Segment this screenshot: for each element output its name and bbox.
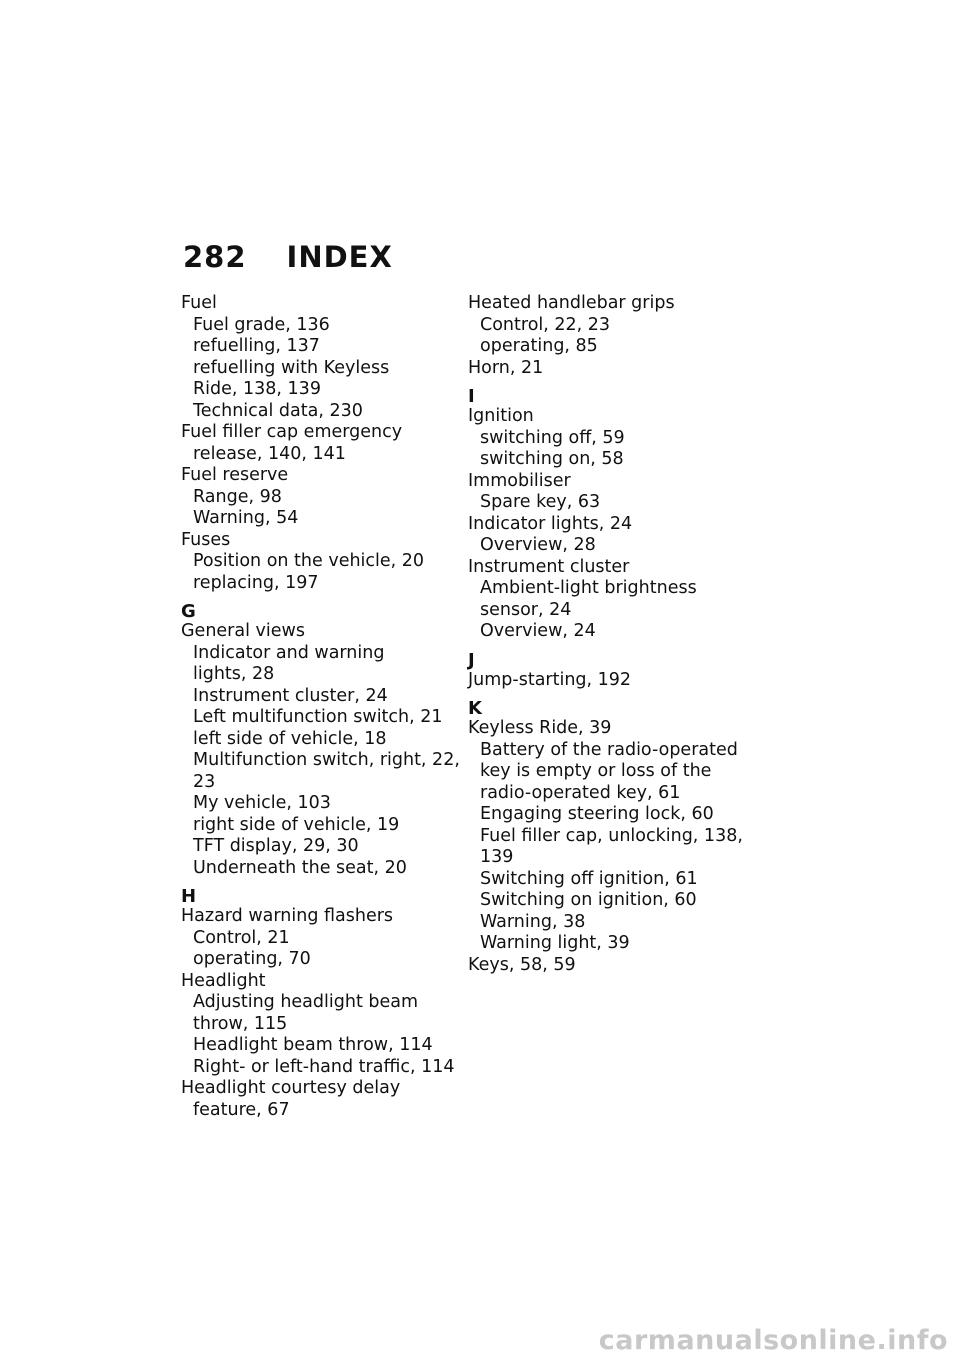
index-subentry: switching off, 59: [480, 427, 625, 448]
index-entry: Fuses: [181, 529, 231, 550]
index-subentry: replacing, 197: [193, 572, 319, 593]
index-entry: Ignition: [468, 406, 534, 426]
section-letter: I: [468, 386, 475, 407]
section-letter: G: [181, 601, 196, 622]
index-entry: Horn, 21: [468, 357, 544, 378]
index-entry: Keyless Ride, 39: [468, 718, 612, 738]
index-subentry: Indicator and warning: [193, 642, 385, 663]
index-subentry: My vehicle, 103: [193, 793, 331, 813]
index-subentry: refuelling with Keyless: [193, 357, 390, 378]
index-subentry: Range, 98: [193, 486, 282, 507]
index-subentry: Adjusting headlight beam: [193, 992, 419, 1012]
section-letter: K: [468, 698, 482, 719]
index-subentry: Engaging steering lock, 60: [480, 804, 714, 824]
index-entry: General views: [181, 621, 305, 641]
index-subentry: Control, 22, 23: [480, 314, 611, 335]
index-subentry: 139: [480, 847, 514, 867]
section-letter: J: [468, 649, 475, 671]
index-subentry: sensor, 24: [480, 599, 572, 620]
index-subentry: refuelling, 137: [193, 336, 320, 356]
index-subentry: feature, 67: [193, 1099, 290, 1120]
index-subentry: Warning, 54: [193, 508, 299, 528]
index-subentry: Warning, 38: [480, 911, 586, 932]
index-entry: Fuel: [181, 293, 217, 313]
page-number: 282: [183, 240, 247, 274]
index-subentry: switching on, 58: [480, 449, 624, 469]
index-subentry: radio-operated key, 61: [480, 782, 681, 803]
index-entry: Immobiliser: [468, 470, 571, 491]
page-header: [183, 240, 393, 274]
index-subentry: Fuel filler cap, unlocking, 138,: [480, 825, 743, 846]
index-subentry: Battery of the radio-operated: [480, 739, 738, 760]
index-column-right: [468, 293, 743, 976]
index-subentry: Technical data, 230: [193, 400, 363, 421]
section-letter: H: [181, 886, 197, 907]
index-subentry: Switching on ignition, 60: [480, 890, 697, 910]
index-subentry: Underneath the seat, 20: [193, 857, 407, 878]
index-subentry: Overview, 28: [480, 535, 596, 555]
index-subentry: operating, 85: [480, 336, 598, 356]
index-subentry: operating, 70: [193, 949, 311, 969]
index-subentry: Warning light, 39: [480, 933, 630, 953]
index-subentry: lights, 28: [193, 664, 275, 684]
index-entry: Keys, 58, 59: [468, 954, 576, 975]
index-subentry: Multifunction switch, right, 22,: [193, 750, 460, 770]
index-entry: Headlight: [181, 970, 266, 991]
index-subentry: release, 140, 141: [193, 443, 346, 464]
index-subentry: right side of vehicle, 19: [193, 814, 400, 835]
index-subentry: Position on the vehicle, 20: [193, 551, 425, 571]
index-subentry: Ride, 138, 139: [193, 379, 321, 399]
index-entry: Instrument cluster: [468, 556, 630, 577]
index-subentry: Headlight beam throw, 114: [193, 1035, 433, 1055]
index-entry: Fuel filler cap emergency: [181, 422, 403, 442]
index-column-left: [181, 293, 460, 1121]
index-subentry: Overview, 24: [480, 621, 596, 641]
index-subentry: Instrument cluster, 24: [193, 685, 388, 706]
index-subentry: left side of vehicle, 18: [193, 728, 387, 749]
index-subentry: Right- or left-hand traffic, 114: [193, 1056, 455, 1077]
page-title: INDEX: [286, 240, 393, 274]
watermark: carmanualsonline.info: [598, 1325, 948, 1356]
index-entry: Fuel reserve: [181, 465, 289, 485]
index-subentry: Ambient-light brightness: [480, 578, 697, 598]
index-subentry: Left multifunction switch, 21: [193, 707, 443, 727]
index-subentry: key is empty or loss of the: [480, 761, 712, 781]
index-subentry: throw, 115: [193, 1013, 288, 1034]
index-subentry: Control, 21: [193, 927, 290, 948]
index-entry: Hazard warning flashers: [181, 906, 394, 926]
index-subentry: 23: [193, 771, 216, 792]
index-subentry: Spare key, 63: [480, 492, 601, 512]
index-entry: Indicator lights, 24: [468, 513, 633, 534]
index-entry: Headlight courtesy delay: [181, 1078, 401, 1098]
index-entry: Heated handlebar grips: [468, 293, 675, 313]
index-subentry: Fuel grade, 136: [193, 314, 330, 335]
index-subentry: TFT display, 29, 30: [193, 836, 359, 856]
index-subentry: Switching off ignition, 61: [480, 868, 698, 889]
index-entry: Jump-starting, 192: [468, 669, 632, 690]
